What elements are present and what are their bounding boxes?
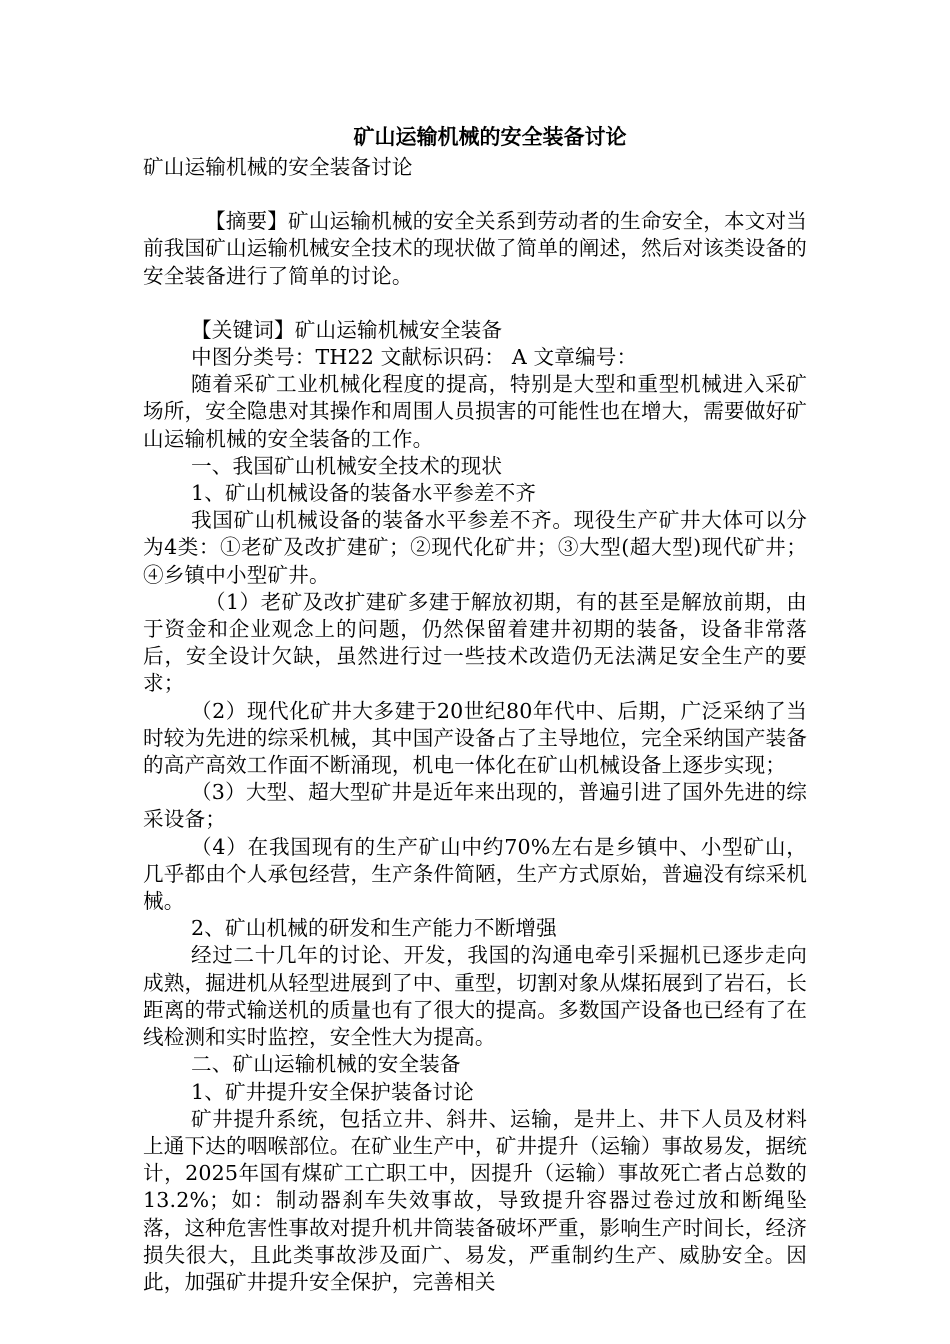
document-page (143, 120, 807, 1296)
list-item: （3）大型、超大型矿井是近年来出现的，普遍引进了国外先进的综采设备； (143, 780, 807, 832)
section-heading: 二、矿山运输机械的安全装备 (191, 1052, 461, 1077)
body-paragraph: 经过二十几年的讨论、开发，我国的沟通电牵引采掘机已逐步走向成熟，掘进机从轻型进展到了中、重型，切割对象从煤拓展到了岩石，长距离的带式输送机的质量也有了很大的提高。多数国产设备也已经有了在线检测和实时监控，安全性大为提高。 (143, 943, 807, 1050)
list-item: （4）在我国现有的生产矿山中约70%左右是乡镇中、小型矿山，几乎都由个人承包经营，生产条件简陋，生产方式原始，普遍没有综采机械。 (143, 834, 807, 914)
section-heading: 一、我国矿山机械安全技术的现状 (191, 453, 503, 478)
keywords-line: 【关键词】矿山运输机械安全装备 (191, 317, 503, 342)
body-paragraph: 矿井提升系统，包括立井、斜井、运输，是井上、井下人员及材料上通下达的咽喉部位。在矿业生产中，矿井提升（运输）事故易发，据统计，2025年国有煤矿工亡职工中，因提升（运输）事故死亡者占总数的13.2%；如：制动器刹车失效事故，导致提升容器过卷过放和断绳坠落，这种危害性事故对提升机井筒装备破坏严重，影响生产时间长，经济损失很大，且此类事故涉及面广、易发，严重制约生产、威胁安全。因此，加强矿井提升安全保护，完善相关 (143, 1106, 807, 1294)
list-item: （1）老矿及改扩建矿多建于解放初期，有的甚至是解放前期，由于资金和企业观念上的问题，仍然保留着建井初期的装备，设备非常落后，安全设计欠缺，虽然进行过一些技术改造仍无法满足安全生产的要求； (143, 589, 807, 696)
abstract-paragraph: 【摘要】矿山运输机械的安全关系到劳动者的生命安全，本文对当前我国矿山运输机械安全技术的现状做了简单的阐述，然后对该类设备的安全装备进行了简单的讨论。 (143, 209, 807, 288)
list-item: （2）现代化矿井大多建于20世纪80年代中、后期，广泛采纳了当时较为先进的综采机械，其中国产设备占了主导地位，完全采纳国产装备的高产高效工作面不断涌现，机电一体化在矿山机械设备上逐步实现； (143, 698, 807, 778)
classification-line: 中图分类号：TH22 文献标识码： A 文章编号： (191, 345, 638, 370)
body-paragraph: 我国矿山机械设备的装备水平参差不齐。现役生产矿井大体可以分为4类：①老矿及改扩建矿；②现代化矿井；③大型(超大型)现代矿井；④乡镇中小型矿井。 (143, 508, 807, 587)
subsection-heading: 1、矿井提升安全保护装备讨论 (191, 1079, 474, 1104)
body-paragraph: 随着采矿工业机械化程度的提高，特别是大型和重型机械进入采矿场所，安全隐患对其操作和周围人员损害的可能性也在增大，需要做好矿山运输机械的安全装备的工作。 (143, 372, 807, 451)
document-subtitle: 矿山运输机械的安全装备讨论 (143, 155, 413, 179)
subsection-heading: 1、矿山机械设备的装备水平参差不齐 (191, 481, 537, 506)
subsection-heading: 2、矿山机械的研发和生产能力不断增强 (191, 916, 557, 941)
document-title: 矿山运输机械的安全装备讨论 (353, 124, 627, 149)
